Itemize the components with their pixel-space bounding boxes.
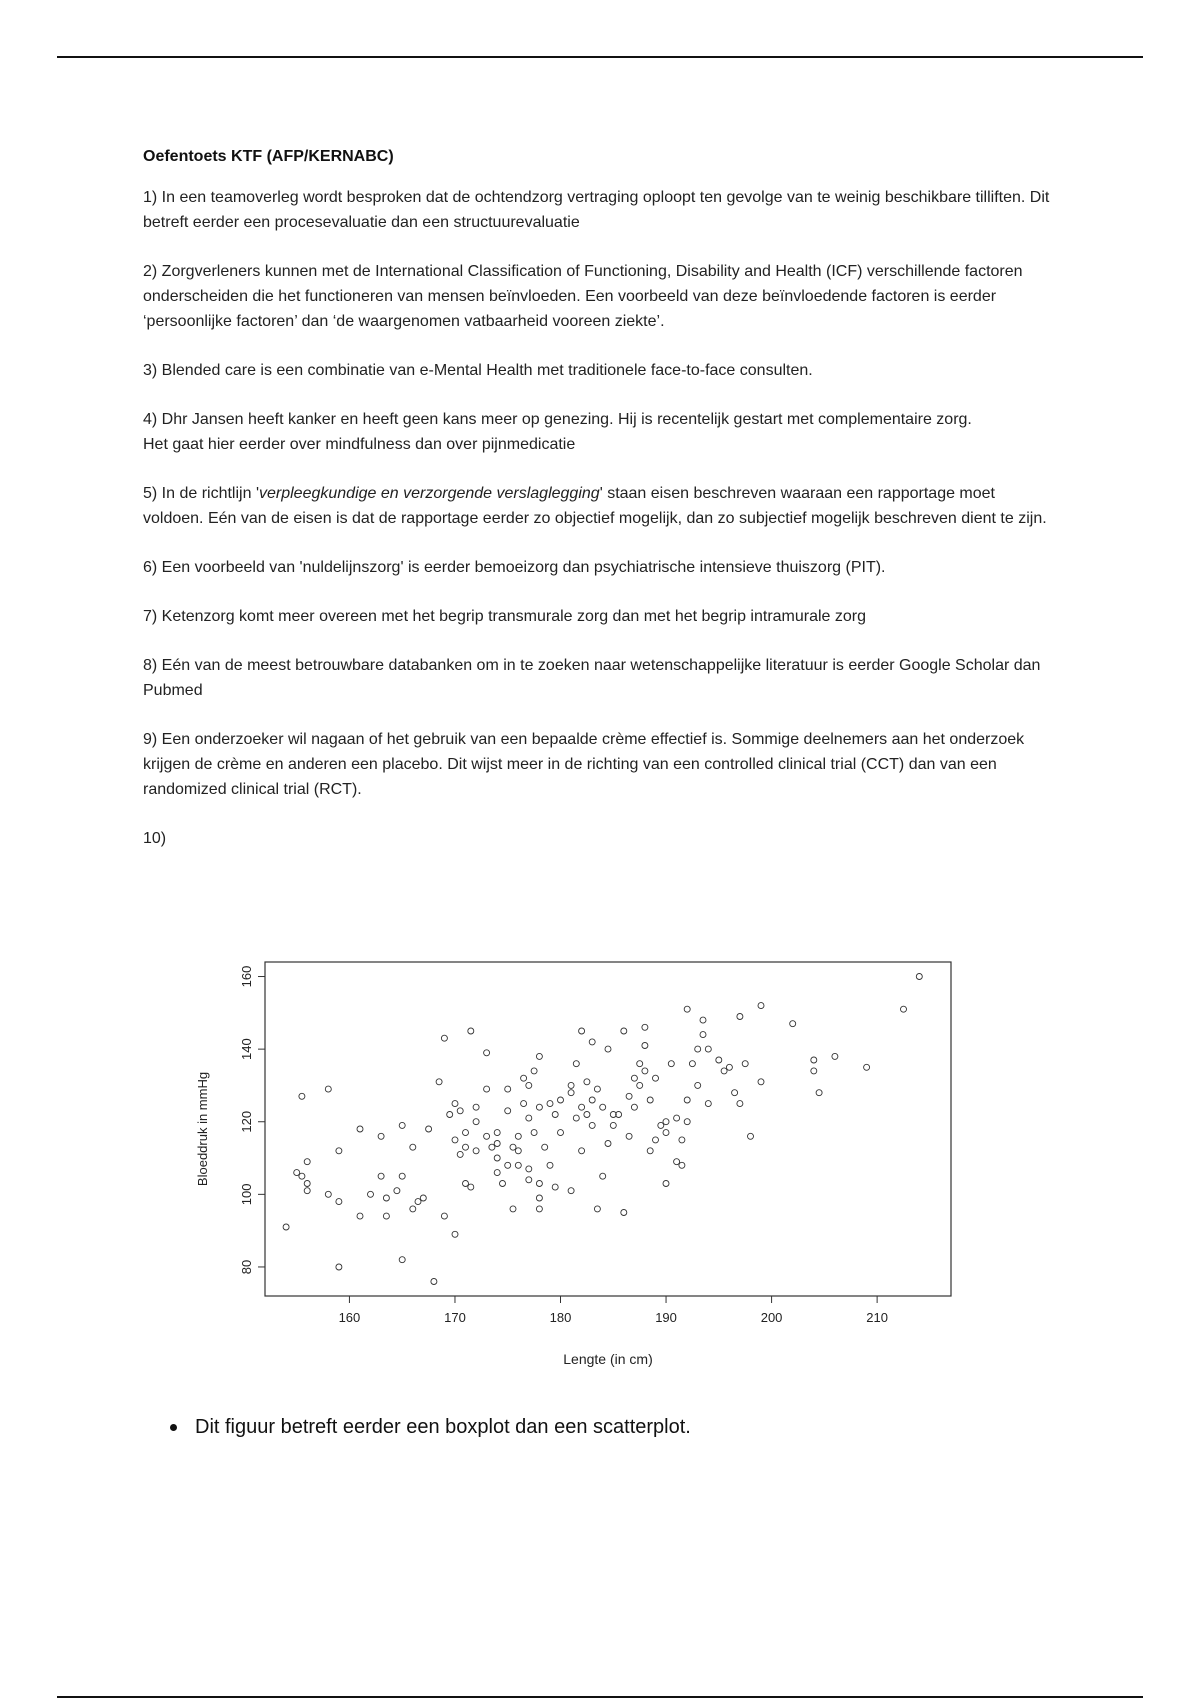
data-point [542, 1144, 548, 1150]
data-point [500, 1181, 506, 1187]
data-point [410, 1144, 416, 1150]
data-point [573, 1061, 579, 1067]
data-point [299, 1173, 305, 1179]
data-point [674, 1115, 680, 1121]
data-point [484, 1050, 490, 1056]
data-point [916, 974, 922, 980]
data-point [452, 1231, 458, 1237]
y-tick-label: 80 [239, 1259, 254, 1275]
data-point [531, 1068, 537, 1074]
data-point [505, 1108, 511, 1114]
page-title: Oefentoets KTF (AFP/KERNABC) [143, 148, 394, 165]
data-point [811, 1068, 817, 1074]
data-point [679, 1162, 685, 1168]
y-tick-label: 160 [239, 965, 254, 988]
data-point [521, 1101, 527, 1107]
data-point [589, 1122, 595, 1128]
data-point [600, 1104, 606, 1110]
data-point [621, 1028, 627, 1034]
data-point [579, 1148, 585, 1154]
data-point [536, 1053, 542, 1059]
data-point [526, 1115, 532, 1121]
data-point [510, 1206, 516, 1212]
y-axis-label: Bloeddruk in mmHg [195, 1071, 210, 1187]
question-4-text-2: Het gaat hier eerder over mindfulness dan over pijnmedicatie [143, 436, 576, 453]
data-point [357, 1213, 363, 1219]
data-point [584, 1112, 590, 1118]
x-tick-label: 160 [338, 1310, 361, 1325]
data-point [494, 1170, 500, 1176]
question-8-text: 8) Eén van de meest betrouwbare databanken om in te zoeken naar wetenschappelijke literatuur is eerder Google Scholar dan Pubmed [143, 657, 1041, 699]
data-point [642, 1024, 648, 1030]
data-point [721, 1068, 727, 1074]
data-point [705, 1046, 711, 1052]
data-point [816, 1090, 822, 1096]
data-point [568, 1090, 574, 1096]
data-point [304, 1188, 310, 1194]
data-point [394, 1188, 400, 1194]
data-point [452, 1137, 458, 1143]
data-point [637, 1061, 643, 1067]
data-point [716, 1057, 722, 1063]
data-point [726, 1064, 732, 1070]
data-point [536, 1181, 542, 1187]
data-point [457, 1151, 463, 1157]
data-point [441, 1035, 447, 1041]
data-point [558, 1097, 564, 1103]
data-point [494, 1141, 500, 1147]
data-point [758, 1079, 764, 1085]
data-point [494, 1130, 500, 1136]
data-point [605, 1141, 611, 1147]
x-tick-label: 210 [866, 1310, 888, 1325]
scatter-chart [185, 940, 965, 1380]
question-7-text: 7) Ketenzorg komt meer overeen met het begrip transmurale zorg dan met het begrip intramurale zorg [143, 608, 867, 625]
data-point [526, 1177, 532, 1183]
data-point [325, 1191, 331, 1197]
question-3 [143, 358, 1073, 383]
y-axis [239, 966, 265, 1275]
data-point [399, 1122, 405, 1128]
data-point [674, 1159, 680, 1165]
data-point [901, 1006, 907, 1012]
data-point [368, 1191, 374, 1197]
x-axis-label: Lengte (in cm) [563, 1351, 653, 1367]
data-point [663, 1181, 669, 1187]
data-point [742, 1061, 748, 1067]
data-point [336, 1199, 342, 1205]
data-point [758, 1003, 764, 1009]
guideline-title: verpleegkundige en verzorgende verslaglegging [259, 485, 600, 502]
data-point [695, 1046, 701, 1052]
data-point [536, 1104, 542, 1110]
data-point [642, 1043, 648, 1049]
y-tick-label: 100 [239, 1183, 254, 1206]
data-point [473, 1104, 479, 1110]
data-point [589, 1097, 595, 1103]
data-point [589, 1039, 595, 1045]
data-point [383, 1195, 389, 1201]
data-point [552, 1112, 558, 1118]
data-point [663, 1119, 669, 1125]
data-point [325, 1086, 331, 1092]
data-point [811, 1057, 817, 1063]
data-point [336, 1264, 342, 1270]
data-point [299, 1093, 305, 1099]
data-point [463, 1181, 469, 1187]
data-point [510, 1144, 516, 1150]
question-10-text: 10) [143, 830, 167, 847]
question-9 [143, 727, 1073, 802]
data-point [584, 1079, 590, 1085]
question-5 [143, 481, 1073, 531]
data-point [473, 1119, 479, 1125]
data-point [684, 1119, 690, 1125]
data-point [489, 1144, 495, 1150]
x-tick-label: 190 [655, 1310, 677, 1325]
question-5-text: 5) In de richtlijn 'verpleegkundige en verzorgende verslaglegging' staan eisen beschreven waaraan een rapportage moet [143, 485, 995, 502]
data-point [626, 1133, 632, 1139]
data-point [505, 1086, 511, 1092]
data-point [547, 1101, 553, 1107]
data-point [536, 1195, 542, 1201]
question-2-text: 2) Zorgverleners kunnen met de International Classification of Functioning, Disability and Health (ICF) verschillende factoren onderscheiden die het functioneren van mensen beïnvloeden. Een voorbeeld van deze beïnvloedende factoren is eerder ‘persoonlijke factoren’ dan ‘de waargenomen vatbaarheid vooreen ziekte’. [143, 263, 1023, 330]
bottom-rule [57, 1696, 1143, 1698]
data-points [283, 974, 922, 1285]
data-point [653, 1137, 659, 1143]
data-point [378, 1133, 384, 1139]
data-point [515, 1133, 521, 1139]
data-point [684, 1097, 690, 1103]
data-point [426, 1126, 432, 1132]
data-point [748, 1133, 754, 1139]
data-point [605, 1046, 611, 1052]
data-point [790, 1021, 796, 1027]
x-tick-label: 180 [549, 1310, 572, 1325]
data-point [679, 1137, 685, 1143]
data-point [484, 1133, 490, 1139]
data-point [568, 1082, 574, 1088]
data-point [547, 1162, 553, 1168]
data-point [304, 1159, 310, 1165]
data-point [463, 1130, 469, 1136]
question-5-text-2: voldoen. Eén van de eisen is dat de rapportage eerder zo objectief mogelijk, dan zo subjectief mogelijk beschreven dient te zijn. [143, 510, 1047, 527]
data-point [647, 1148, 653, 1154]
data-point [568, 1188, 574, 1194]
data-point [600, 1173, 606, 1179]
data-point [283, 1224, 289, 1230]
data-point [558, 1130, 564, 1136]
data-point [689, 1061, 695, 1067]
data-point [399, 1257, 405, 1263]
data-point [357, 1126, 363, 1132]
data-point [653, 1075, 659, 1081]
data-point [336, 1148, 342, 1154]
top-rule [57, 56, 1143, 58]
data-point [521, 1075, 527, 1081]
data-point [415, 1199, 421, 1205]
data-point [536, 1206, 542, 1212]
data-point [505, 1162, 511, 1168]
data-point [684, 1006, 690, 1012]
data-point [832, 1053, 838, 1059]
data-point [531, 1130, 537, 1136]
x-tick-label: 200 [760, 1310, 783, 1325]
data-point [594, 1086, 600, 1092]
data-point [626, 1093, 632, 1099]
data-point [663, 1130, 669, 1136]
question-6 [143, 555, 1073, 580]
answer-bullet [170, 1416, 691, 1439]
data-point [631, 1075, 637, 1081]
document-body [143, 144, 1073, 867]
data-point [457, 1108, 463, 1114]
question-2 [143, 259, 1073, 334]
question-3-text: 3) Blended care is een combinatie van e-Mental Health met traditionele face-to-face consulten. [143, 362, 813, 379]
data-point [658, 1122, 664, 1128]
data-point [594, 1206, 600, 1212]
data-point [378, 1173, 384, 1179]
data-point [579, 1028, 585, 1034]
data-point [494, 1155, 500, 1161]
data-point [431, 1279, 437, 1285]
data-point [515, 1148, 521, 1154]
data-point [468, 1184, 474, 1190]
data-point [668, 1061, 674, 1067]
data-point [737, 1014, 743, 1020]
data-point [399, 1173, 405, 1179]
data-point [737, 1101, 743, 1107]
y-tick-label: 140 [239, 1038, 254, 1060]
data-point [463, 1144, 469, 1150]
x-axis [339, 1296, 888, 1325]
data-point [447, 1112, 453, 1118]
bullet-dot-icon [170, 1424, 177, 1431]
data-point [705, 1101, 711, 1107]
data-point [621, 1210, 627, 1216]
question-4 [143, 407, 1073, 457]
data-point [695, 1082, 701, 1088]
data-point [473, 1148, 479, 1154]
data-point [864, 1064, 870, 1070]
question-4-text: 4) Dhr Jansen heeft kanker en heeft geen kans meer op genezing. Hij is recentelijk gestart met complementaire zorg. [143, 411, 972, 428]
data-point [610, 1122, 616, 1128]
question-6-text: 6) Een voorbeeld van 'nuldelijnszorg' is eerder bemoeizorg dan psychiatrische intensieve thuiszorg (PIT). [143, 559, 886, 576]
question-10 [143, 826, 1073, 851]
data-point [631, 1104, 637, 1110]
data-point [700, 1017, 706, 1023]
data-point [410, 1206, 416, 1212]
question-8 [143, 653, 1073, 703]
data-point [468, 1028, 474, 1034]
data-point [647, 1097, 653, 1103]
y-tick-label: 120 [239, 1110, 254, 1133]
data-point [383, 1213, 389, 1219]
data-point [452, 1101, 458, 1107]
data-point [441, 1213, 447, 1219]
data-point [515, 1162, 521, 1168]
data-point [436, 1079, 442, 1085]
data-point [642, 1068, 648, 1074]
data-point [637, 1082, 643, 1088]
x-tick-label: 170 [444, 1310, 466, 1325]
question-1 [143, 185, 1073, 235]
bullet-text: Dit figuur betreft eerder een boxplot dan een scatterplot. [195, 1416, 691, 1438]
data-point [526, 1166, 532, 1172]
plot-frame [265, 962, 951, 1296]
data-point [700, 1032, 706, 1038]
question-1-text: 1) In een teamoverleg wordt besproken dat de ochtendzorg vertraging oploopt ten gevolge van te weinig beschikbare tilliften. Dit betreft eerder een procesevaluatie dan een structuurevaluatie [143, 189, 1050, 231]
data-point [484, 1086, 490, 1092]
question-7 [143, 604, 1073, 629]
question-9-text: 9) Een onderzoeker wil nagaan of het gebruik van een bepaalde crème effectief is. Sommige deelnemers aan het onderzoek krijgen de crème en anderen een placebo. Dit wijst meer in de richting van een controlled clinical trial (CCT) dan van een randomized clinical trial (RCT). [143, 731, 1025, 798]
data-point [732, 1090, 738, 1096]
data-point [552, 1184, 558, 1190]
data-point [304, 1181, 310, 1187]
data-point [526, 1082, 532, 1088]
data-point [573, 1115, 579, 1121]
data-point [579, 1104, 585, 1110]
data-point [420, 1195, 426, 1201]
